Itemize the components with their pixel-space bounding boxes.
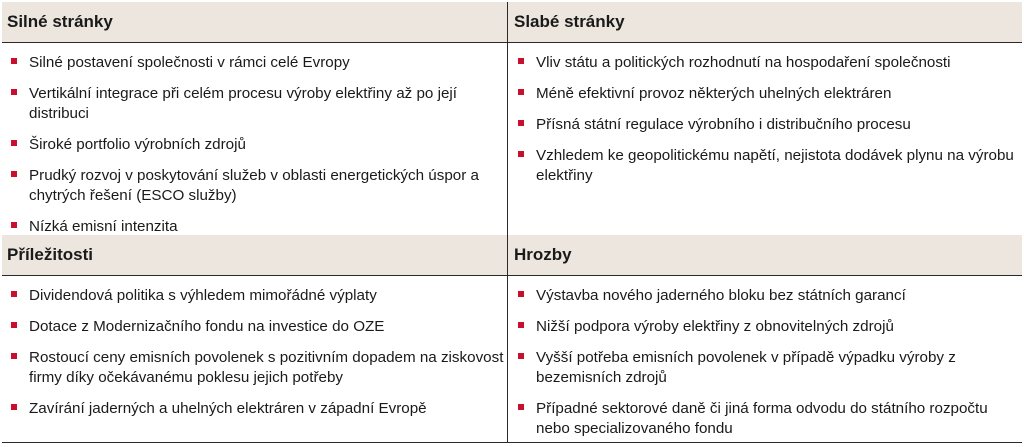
item-text: Široké portfolio výrobních zdrojů xyxy=(29,136,246,153)
bullet-icon xyxy=(11,404,17,410)
item-text: Výstavba nového jaderného bloku bez státních garancí xyxy=(536,287,906,304)
list-item xyxy=(2,399,507,419)
list-item xyxy=(507,348,1022,388)
bullet-icon xyxy=(518,89,524,95)
list-item xyxy=(2,317,507,337)
bullet-icon xyxy=(11,58,17,64)
bullet-icon xyxy=(518,291,524,297)
strengths-list xyxy=(2,43,507,237)
list-item xyxy=(2,217,507,237)
item-text: Silné postavení společnosti v rámci celé Evropy xyxy=(29,54,350,71)
opportunities-header: Příležitosti xyxy=(2,235,507,276)
bullet-icon xyxy=(11,322,17,328)
list-item xyxy=(507,317,1022,337)
item-text: Vliv státu a politických rozhodnutí na hospodaření společnosti xyxy=(536,54,951,71)
list-item xyxy=(507,84,1022,104)
bottom-rule xyxy=(2,442,1022,443)
item-text: Nižší podpora výroby elektřiny z obnovitelných zdrojů xyxy=(536,318,894,335)
bullet-icon xyxy=(518,404,524,410)
bullet-icon xyxy=(11,291,17,297)
swot-table xyxy=(2,2,1022,443)
bullet-icon xyxy=(11,89,17,95)
list-item xyxy=(2,53,507,73)
bullet-icon xyxy=(518,120,524,126)
strengths-quadrant xyxy=(2,2,507,235)
item-text: Případné sektorové daně či jiná forma odvodu do státního rozpočtu nebo specializovaného fondu xyxy=(536,400,988,437)
item-text: Dotace z Modernizačního fondu na investice do OZE xyxy=(29,318,385,335)
item-text: Nízká emisní intenzita xyxy=(29,218,178,235)
bullet-icon xyxy=(518,58,524,64)
list-item xyxy=(507,146,1022,186)
weaknesses-quadrant xyxy=(507,2,1022,235)
opportunities-list xyxy=(2,276,507,419)
bullet-icon xyxy=(11,140,17,146)
threats-quadrant xyxy=(507,235,1022,443)
list-item xyxy=(507,399,1022,439)
item-text: Méně efektivní provoz některých uhelných elektráren xyxy=(536,85,892,102)
bullet-icon xyxy=(518,322,524,328)
bullet-icon xyxy=(518,353,524,359)
item-text: Vzhledem ke geopolitickému napětí, nejistota dodávek plynu na výrobu elektřiny xyxy=(536,147,1014,184)
item-text: Vertikální integrace při celém procesu výroby elektřiny až po její distribuci xyxy=(29,85,457,122)
list-item xyxy=(507,53,1022,73)
list-item xyxy=(507,286,1022,306)
list-item xyxy=(2,166,507,206)
bullet-icon xyxy=(11,171,17,177)
strengths-header: Silné stránky xyxy=(2,2,507,43)
threats-header: Hrozby xyxy=(507,235,1022,276)
bullet-icon xyxy=(518,151,524,157)
item-text: Rostoucí ceny emisních povolenek s pozitivním dopadem na ziskovost firmy díky očekávanému poklesu jejich potřeby xyxy=(29,349,504,386)
bullet-icon xyxy=(11,222,17,228)
threats-list xyxy=(507,276,1022,439)
list-item xyxy=(507,115,1022,135)
opportunities-quadrant xyxy=(2,235,507,443)
item-text: Zavírání jaderných a uhelných elektráren v západní Evropě xyxy=(29,400,427,417)
item-text: Dividendová politika s výhledem mimořádné výplaty xyxy=(29,287,377,304)
bullet-icon xyxy=(11,353,17,359)
item-text: Vyšší potřeba emisních povolenek v případě výpadku výroby z bezemisních zdrojů xyxy=(536,349,956,386)
column-divider xyxy=(507,2,508,443)
list-item xyxy=(2,135,507,155)
list-item xyxy=(2,84,507,124)
weaknesses-header: Slabé stránky xyxy=(507,2,1022,43)
list-item xyxy=(2,348,507,388)
list-item xyxy=(2,286,507,306)
item-text: Přísná státní regulace výrobního i distribučního procesu xyxy=(536,116,911,133)
weaknesses-list xyxy=(507,43,1022,186)
item-text: Prudký rozvoj v poskytování služeb v oblasti energetických úspor a chytrých řešení (ESCO služby) xyxy=(29,167,479,204)
